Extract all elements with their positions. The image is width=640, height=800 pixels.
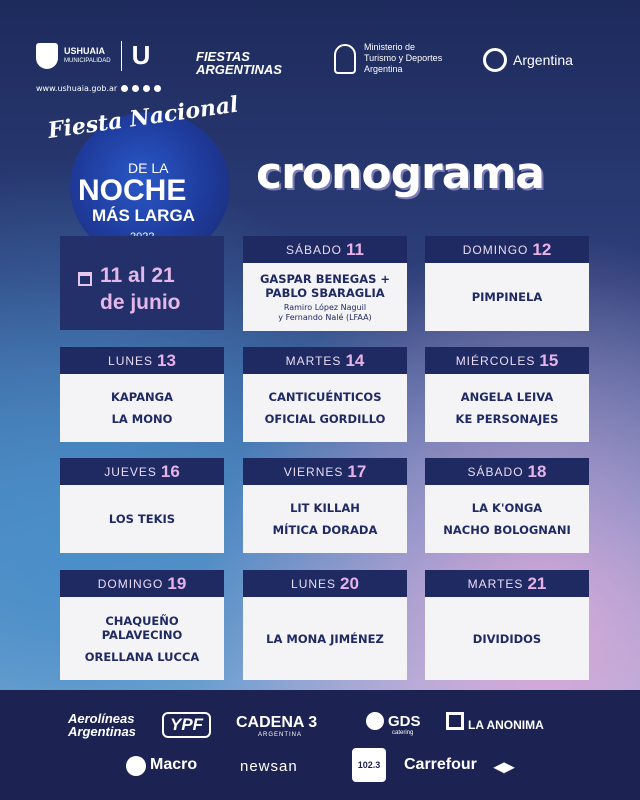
card-header [425, 458, 589, 485]
calendar-icon [78, 272, 92, 286]
day-number: 11 [346, 239, 364, 259]
card-header [243, 347, 407, 374]
artist-name: CHAQUEÑO [105, 613, 179, 628]
artist-name: OFICIAL GORDILLO [264, 412, 386, 426]
date-range-box [60, 236, 224, 330]
card-header [60, 347, 224, 374]
aerolineas-logo [68, 712, 136, 738]
schedule-card [425, 570, 589, 680]
fiestas-line1: FIESTAS [196, 49, 250, 64]
ministerio-line2: Turismo y Deportes [364, 53, 443, 63]
artist-note: Ramiro López Naguil [283, 302, 367, 312]
ministerio-logo [334, 42, 442, 75]
day-label: LUNES [108, 353, 154, 368]
artist-name: PIMPINELA [471, 290, 543, 304]
card-header [243, 236, 407, 263]
artist-name: LA K'ONGA [471, 501, 543, 515]
day-label: SÁBADO [467, 464, 524, 479]
card-body [60, 597, 224, 680]
youtube-icon[interactable] [154, 85, 161, 92]
artist-name: CANTICUÉNTICOS [268, 390, 382, 404]
newsan-logo: newsan [240, 758, 298, 775]
anonima-icon [446, 712, 464, 730]
card-body [243, 374, 407, 442]
schedule-card [60, 570, 224, 680]
gds-sub: catering [392, 730, 414, 736]
day-number: 21 [527, 573, 547, 593]
artist-name: ANGELA LEIVA [460, 390, 554, 404]
day-number: 16 [160, 461, 180, 481]
day-label: MARTES [467, 576, 524, 591]
artist-name: PALAVECINO [101, 627, 183, 642]
card-header [60, 458, 224, 485]
date-range-line1: 11 al 21 [100, 264, 175, 287]
macro-logo: Macro [150, 756, 198, 773]
sun-icon [483, 48, 507, 72]
artist-name: LIT KILLAH [290, 501, 360, 515]
artist-name: KAPANGA [110, 390, 174, 404]
ministerio-line3: Argentina [364, 64, 403, 74]
cadena3-sub: ARGENTINA [258, 732, 303, 738]
carrefour-icon: ◂▸ [494, 756, 515, 778]
artist-name: LOS TEKIS [108, 512, 176, 526]
festival-dela: DE LA [128, 160, 169, 176]
schedule-card [425, 236, 589, 331]
card-body [243, 485, 407, 553]
macro-icon [126, 756, 146, 776]
radio-logo: 102.3 [352, 748, 386, 782]
day-label: VIERNES [283, 464, 344, 479]
artist-name: GASPAR BENEGAS + [259, 271, 391, 286]
argentina-text: Argentina [513, 52, 573, 68]
card-header [60, 570, 224, 597]
day-label: JUEVES [104, 464, 157, 479]
day-number: 19 [167, 573, 187, 593]
ministerio-line1: Ministerio de [364, 42, 416, 52]
facebook-icon[interactable] [121, 85, 128, 92]
day-label: DOMINGO [462, 242, 529, 257]
artist-name: DIVIDIDOS [472, 631, 542, 646]
artist-name: LA MONO [111, 412, 173, 426]
u-mark: U [131, 40, 151, 70]
fiestas-argentinas-logo [196, 50, 282, 76]
argentina-logo [483, 48, 573, 72]
artist-name: ORELLANA LUCCA [84, 649, 200, 664]
header-logos [0, 0, 640, 110]
artist-name: LA MONA JIMÉNEZ [266, 631, 384, 646]
artist-name: KE PERSONAJES [455, 412, 559, 426]
ushuaia-sub: MUNICIPALIDAD [64, 57, 111, 64]
card-header [243, 570, 407, 597]
schedule-card [60, 347, 224, 442]
festival-title: Fiesta Nacional [46, 91, 240, 144]
day-number: 17 [347, 461, 367, 481]
artist-name: NACHO BOLOGNANI [443, 523, 571, 537]
sponsors-footer [0, 690, 640, 800]
schedule-card [243, 570, 407, 680]
artist-note: y Fernando Nalé (LFAA) [278, 312, 372, 322]
aerolineas-line1: Aerolíneas [68, 711, 135, 726]
card-body [425, 485, 589, 553]
card-body [425, 374, 589, 442]
day-number: 20 [340, 573, 359, 593]
card-header [425, 347, 589, 374]
card-header [425, 236, 589, 263]
website-link[interactable]: www.ushuaia.gob.ar [36, 84, 118, 93]
day-label: DOMINGO [97, 576, 164, 591]
day-number: 14 [345, 350, 365, 370]
card-body [60, 374, 224, 442]
ushuaia-logo [36, 40, 150, 71]
artist-name: MÍTICA DORADA [272, 523, 378, 537]
schedule-card [60, 458, 224, 553]
schedule-card [425, 347, 589, 442]
card-body [60, 485, 224, 553]
card-body [243, 263, 407, 331]
gds-icon [366, 712, 384, 730]
day-label: MARTES [285, 353, 342, 368]
fiestas-line2: ARGENTINAS [196, 62, 282, 77]
card-body [425, 263, 589, 331]
festival-mas-larga: MÁS LARGA [92, 206, 195, 225]
ushuaia-name: USHUAIA [64, 45, 106, 56]
day-label: LUNES [291, 576, 337, 591]
ypf-logo: YPF [162, 712, 211, 738]
gds-logo: GDS [388, 713, 421, 730]
schedule-card [425, 458, 589, 553]
card-body [425, 597, 589, 680]
day-number: 13 [157, 350, 176, 370]
day-number: 18 [527, 461, 547, 481]
schedule-card [243, 347, 407, 442]
carrefour-logo: Carrefour [404, 756, 477, 773]
day-label: MIÉRCOLES [455, 353, 536, 368]
divider [121, 41, 122, 71]
schedule-card [243, 236, 407, 331]
coat-of-arms-icon [334, 44, 356, 74]
festival-noche: NOCHE [78, 174, 187, 207]
day-number: 12 [532, 239, 552, 259]
day-label: SÁBADO [286, 242, 343, 257]
schedule-card [243, 458, 407, 553]
twitter-icon[interactable] [143, 85, 150, 92]
instagram-icon[interactable] [132, 85, 139, 92]
date-range-line2: de junio [100, 291, 181, 314]
website-line [36, 84, 161, 93]
card-body [243, 597, 407, 680]
cadena3-logo: CADENA 3 [236, 714, 318, 731]
card-header [243, 458, 407, 485]
card-header [425, 570, 589, 597]
artist-name: PABLO SBARAGLIA [265, 285, 385, 300]
aerolineas-line2: Argentinas [68, 724, 136, 739]
shield-icon [36, 43, 58, 69]
day-number: 15 [539, 350, 559, 370]
anonima-logo: LA ANONIMA [468, 718, 544, 732]
page-title: cronograma [256, 148, 544, 199]
